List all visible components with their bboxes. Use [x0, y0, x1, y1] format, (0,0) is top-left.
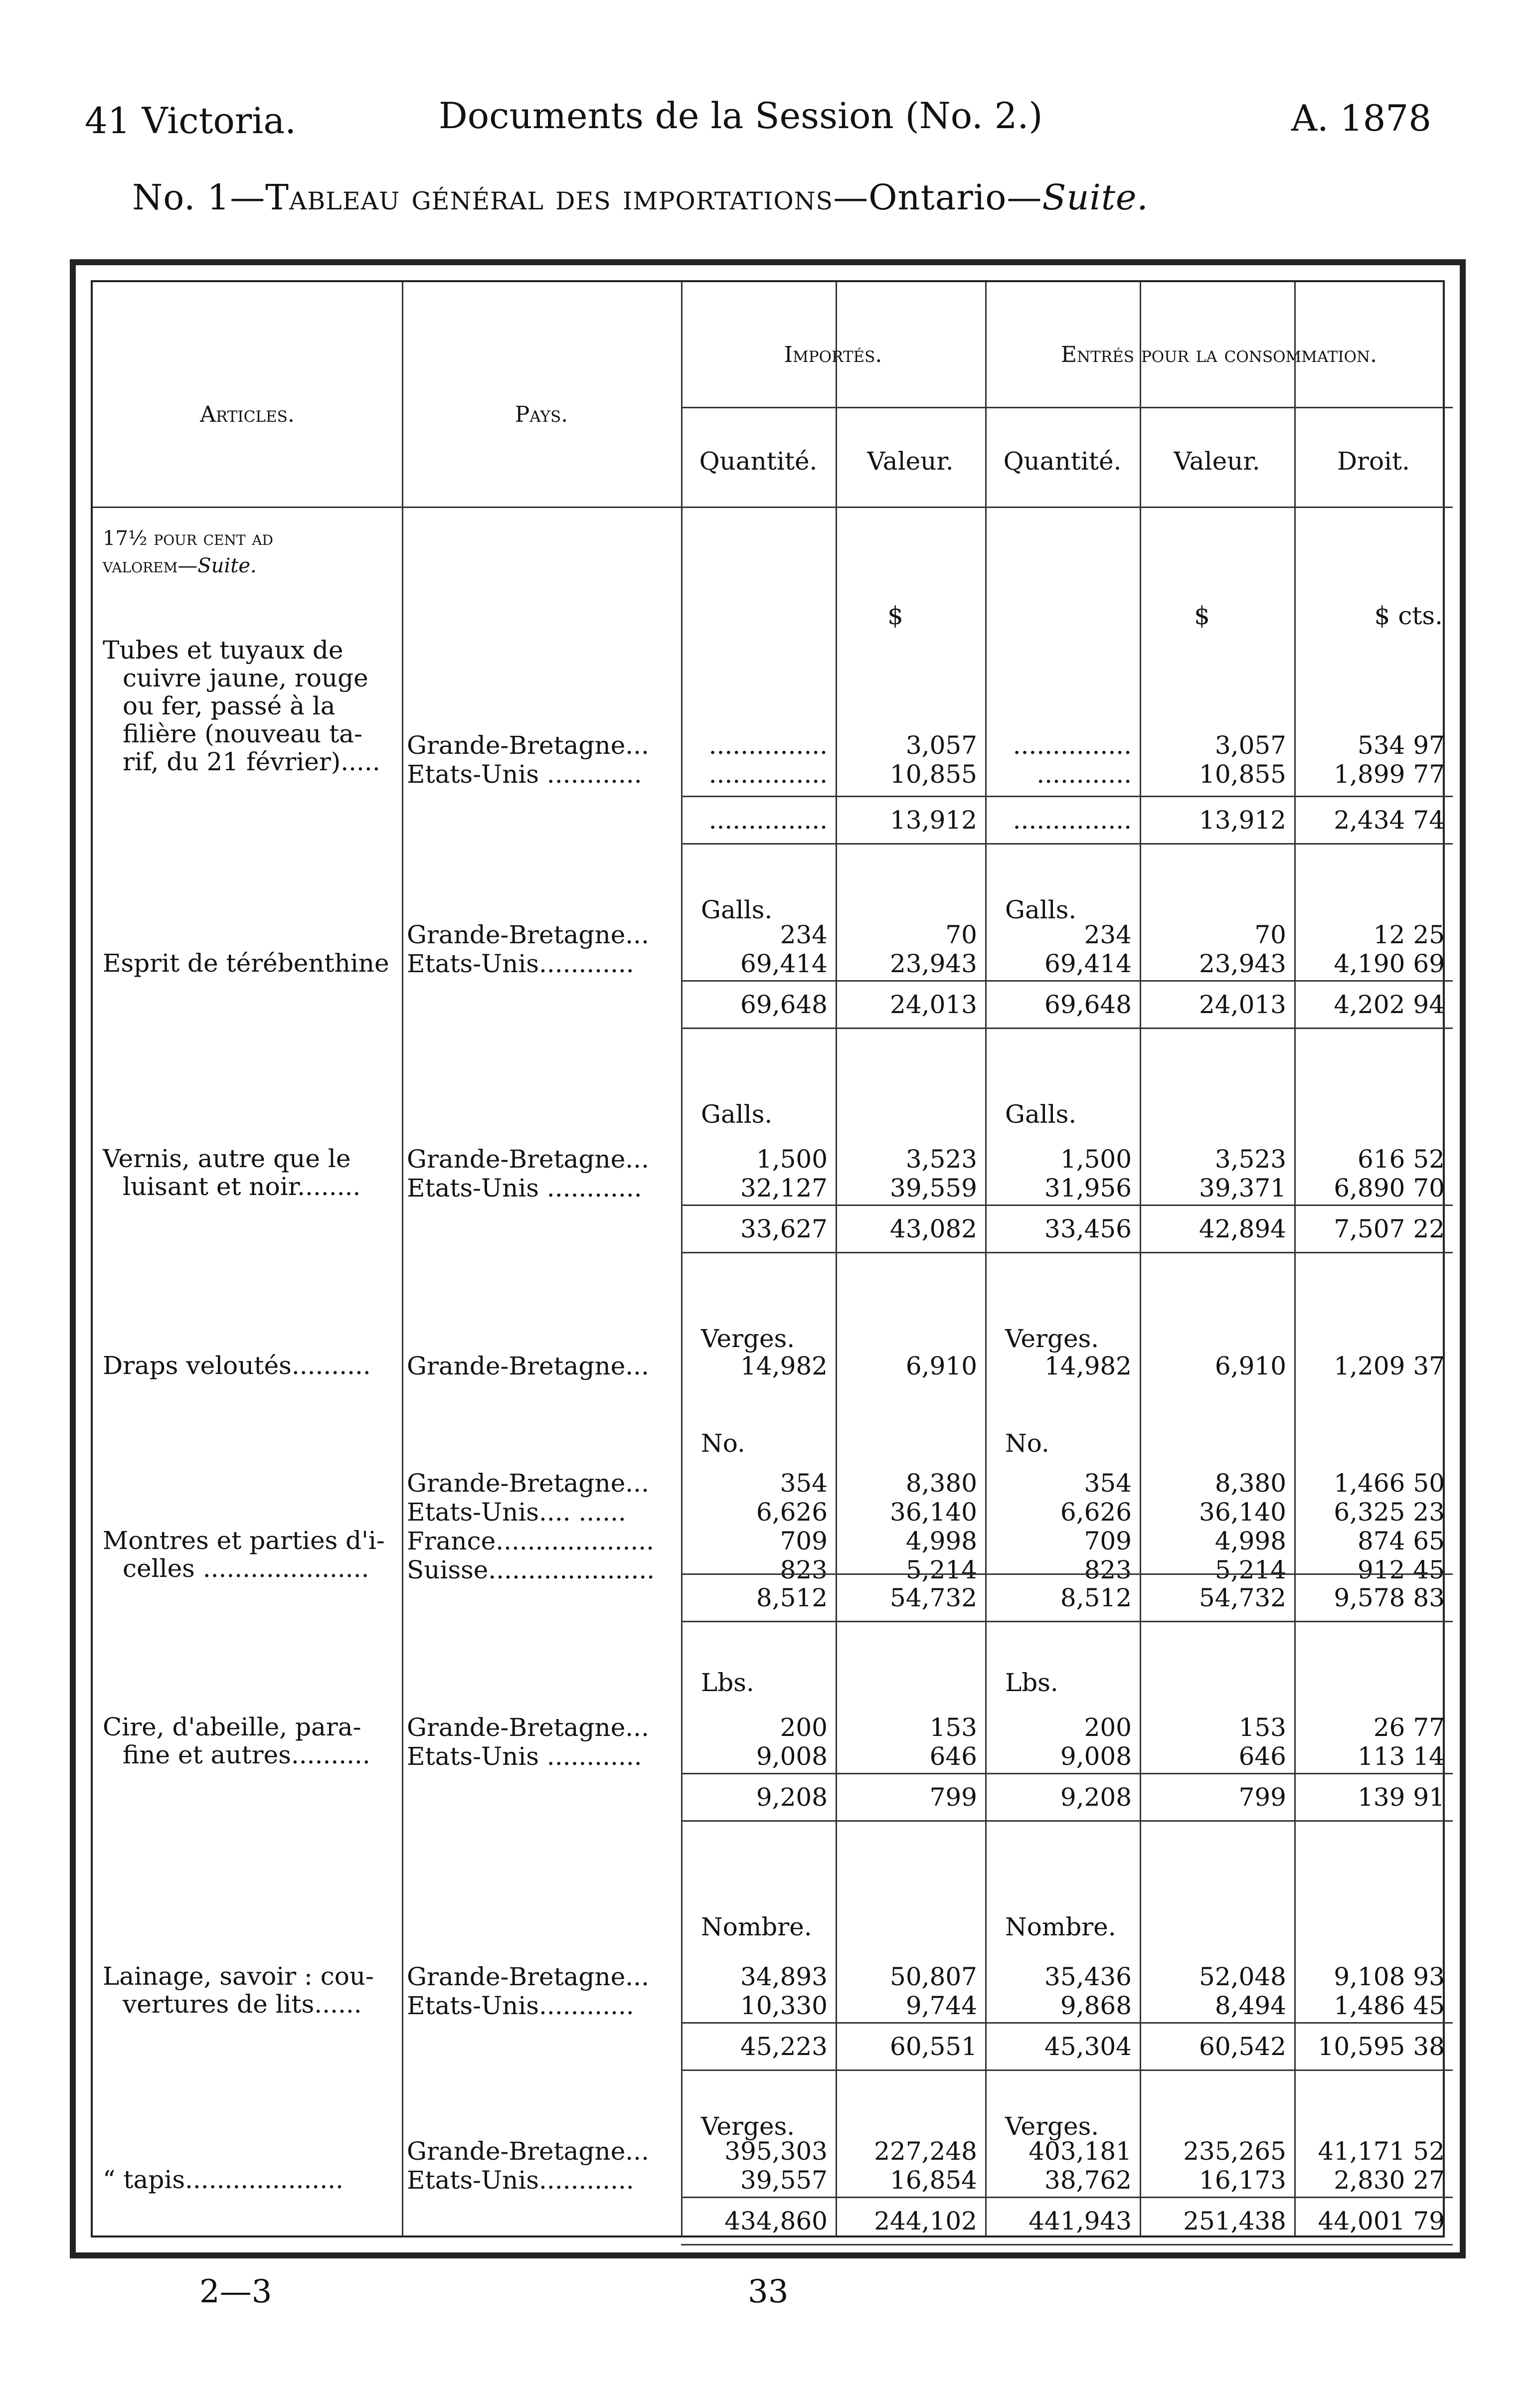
cell-v1: 23,943: [890, 949, 977, 978]
cell-q2: 234: [1084, 920, 1132, 949]
col-entres: Entrés pour la consommation.: [1060, 342, 1377, 367]
unit-ent: Lbs.: [1005, 1668, 1058, 1697]
total-d: 139 91: [1358, 1783, 1445, 1812]
cell-d: 1,466 50: [1334, 1469, 1445, 1498]
total-bottom-line: [681, 1252, 1453, 1253]
cell-v1: 3,523: [905, 1145, 977, 1174]
unit-imp: Verges.: [701, 1324, 795, 1353]
cell-q2: 69,414: [1044, 949, 1132, 978]
article-line: Lainage, savoir : cou-: [103, 1962, 374, 1991]
table-frame: [70, 259, 1466, 2258]
cell-v1: 36,140: [890, 1498, 977, 1527]
section-rate2-suffix: Suite.: [197, 554, 257, 577]
header-center: Documents de la Session (No. 2.): [439, 95, 1043, 137]
total-v1: 43,082: [890, 1214, 977, 1243]
country-name: Grande-Bretagne...: [407, 920, 649, 949]
cell-v2: 23,943: [1199, 949, 1286, 978]
total-line: [681, 1573, 1453, 1575]
total-q1: 45,223: [740, 2032, 828, 2061]
column-divider: [985, 282, 987, 2235]
column-divider: [1294, 282, 1296, 2235]
total-q2: ...............: [1013, 806, 1132, 835]
cell-q1: 69,414: [740, 949, 828, 978]
title-main: Tableau général des importations: [265, 177, 834, 218]
cell-q1: 10,330: [740, 1991, 828, 2020]
total-v1: 244,102: [874, 2207, 977, 2235]
total-v1: 799: [929, 1783, 977, 1812]
cell-q1: 32,127: [740, 1174, 828, 1202]
title-suffix: Suite.: [1042, 177, 1149, 218]
cell-q2: 38,762: [1044, 2166, 1132, 2195]
cell-v1: 70: [945, 920, 977, 949]
cell-q2: 9,008: [1060, 1742, 1132, 1771]
country-name: Etats-Unis ............: [407, 1174, 642, 1202]
cell-d: 616 52: [1358, 1145, 1445, 1174]
col-importes: Importés.: [784, 342, 882, 367]
article-line: “ tapis....................: [103, 2165, 343, 2194]
cell-v2: 5,214: [1214, 1555, 1286, 1584]
total-line: [681, 980, 1453, 982]
cell-q1: 39,557: [740, 2166, 828, 2195]
cell-d: 6,890 70: [1334, 1174, 1445, 1202]
col-quantite: Quantité.: [699, 447, 818, 476]
country-name: Etats-Unis.... ......: [407, 1498, 626, 1527]
cell-d: 534 97: [1358, 731, 1445, 760]
unit-imp: Galls.: [701, 1100, 773, 1129]
cell-v2: 70: [1254, 920, 1286, 949]
total-v2: 799: [1238, 1783, 1286, 1812]
column-divider: [1140, 282, 1141, 2235]
country-name: Grande-Bretagne...: [407, 1962, 649, 1991]
total-q1: 33,627: [740, 1214, 828, 1243]
article-line: Draps veloutés..........: [103, 1351, 371, 1380]
country-name: Etats-Unis............: [407, 2166, 634, 2195]
total-q2: 9,208: [1060, 1783, 1132, 1812]
total-d: 9,578 83: [1334, 1583, 1445, 1612]
cell-q1: 200: [780, 1713, 828, 1742]
cell-v1: 227,248: [874, 2137, 977, 2166]
article-line: vertures de lits......: [123, 1990, 362, 2019]
total-v1: 13,912: [890, 806, 977, 835]
dollar-imp: $: [887, 601, 903, 630]
unit-imp: Verges.: [701, 2112, 795, 2141]
article-line: Esprit de térébenthine: [103, 949, 389, 978]
country-name: Etats-Unis ............: [407, 1742, 642, 1771]
section-rate2: [103, 554, 257, 578]
article-line: Vernis, autre que le: [103, 1144, 351, 1173]
article-line: Montres et parties d'i-: [103, 1526, 385, 1555]
cell-v2: 39,371: [1199, 1174, 1286, 1202]
header-right: A. 1878: [1291, 97, 1432, 139]
unit-ent: No.: [1005, 1429, 1049, 1458]
total-v1: 60,551: [890, 2032, 977, 2061]
cell-v2: 3,523: [1214, 1145, 1286, 1174]
unit-ent: Galls.: [1005, 1100, 1077, 1129]
unit-imp: Nombre.: [701, 1912, 812, 1941]
cell-q1: 1,500: [756, 1145, 828, 1174]
country-name: Etats-Unis............: [407, 949, 634, 978]
section-rate2-prefix: valorem—: [103, 554, 198, 577]
cell-q2: 354: [1084, 1469, 1132, 1498]
cell-v2: 646: [1238, 1742, 1286, 1771]
cell-v2: 8,494: [1214, 1991, 1286, 2020]
country-name: Suisse.....................: [407, 1555, 655, 1584]
table-title: [132, 177, 1149, 218]
country-name: Grande-Bretagne...: [407, 1469, 649, 1498]
cell-d: 113 14: [1358, 1742, 1445, 1771]
section-rate: 17½ pour cent ad: [103, 527, 273, 550]
col-pays: Pays.: [514, 402, 568, 427]
total-line: [681, 1773, 1453, 1774]
header-left: 41 Victoria.: [85, 100, 297, 142]
dollar-droit: $ cts.: [1374, 601, 1443, 630]
total-line: [681, 2197, 1453, 2198]
total-bottom-line: [681, 1621, 1453, 1622]
cell-d: 4,190 69: [1334, 949, 1445, 978]
unit-imp: Lbs.: [701, 1668, 754, 1697]
cell-v1: 9,744: [905, 1991, 977, 2020]
total-bottom-line: [681, 2069, 1453, 2071]
country-name: Grande-Bretagne...: [407, 2137, 649, 2166]
cell-v2: 8,380: [1214, 1469, 1286, 1498]
cell-v1: 646: [929, 1742, 977, 1771]
total-v2: 60,542: [1199, 2032, 1286, 2061]
cell-v2: 4,998: [1214, 1527, 1286, 1555]
total-v2: 24,013: [1199, 990, 1286, 1019]
total-d: 7,507 22: [1334, 1214, 1445, 1243]
unit-imp: Galls.: [701, 895, 773, 924]
column-divider: [402, 282, 403, 2235]
country-name: Etats-Unis ............: [407, 760, 642, 789]
unit-ent: Verges.: [1005, 2112, 1099, 2141]
total-q1: 8,512: [756, 1583, 828, 1612]
cell-v2: 3,057: [1214, 731, 1286, 760]
total-line: [681, 2022, 1453, 2024]
article-line: celles .....................: [123, 1554, 369, 1583]
column-divider: [836, 282, 837, 2235]
total-bottom-line: [681, 1820, 1453, 1822]
total-bottom-line: [681, 2244, 1453, 2245]
cell-q1: 34,893: [740, 1962, 828, 1991]
cell-d: 1,486 45: [1334, 1991, 1445, 2020]
article-line: cuivre jaune, rouge: [123, 664, 368, 692]
cell-d: 1,209 37: [1334, 1352, 1445, 1380]
country-name: Etats-Unis............: [407, 1991, 634, 2020]
country-name: Grande-Bretagne...: [407, 731, 649, 760]
col-valeur2: Valeur.: [1174, 447, 1260, 476]
cell-v2: 6,910: [1214, 1352, 1286, 1380]
cell-q2: 403,181: [1028, 2137, 1132, 2166]
cell-v1: 3,057: [905, 731, 977, 760]
cell-d: 12 25: [1373, 920, 1445, 949]
col-droit: Droit.: [1337, 447, 1410, 476]
total-q1: 434,860: [724, 2207, 828, 2235]
total-d: 2,434 74: [1334, 806, 1445, 835]
article-line: luisant et noir........: [123, 1172, 361, 1201]
total-bottom-line: [681, 1028, 1453, 1029]
cell-d: 26 77: [1373, 1713, 1445, 1742]
total-q2: 33,456: [1044, 1214, 1132, 1243]
total-v2: 54,732: [1199, 1583, 1286, 1612]
total-v2: 13,912: [1199, 806, 1286, 835]
footer-left: 2—3: [199, 2273, 272, 2310]
cell-q1: 823: [780, 1555, 828, 1584]
cell-v2: 52,048: [1199, 1962, 1286, 1991]
header-split-line: [681, 407, 1453, 408]
cell-q2: 6,626: [1060, 1498, 1132, 1527]
title-prefix: No. 1—: [132, 177, 266, 218]
cell-v2: 10,855: [1199, 760, 1286, 789]
cell-q1: 395,303: [724, 2137, 828, 2166]
cell-q2: 823: [1084, 1555, 1132, 1584]
total-q2: 69,648: [1044, 990, 1132, 1019]
cell-d: 41,171 52: [1318, 2137, 1445, 2166]
country-name: France....................: [407, 1527, 655, 1555]
title-region: —Ontario—: [833, 177, 1042, 218]
country-name: Grande-Bretagne...: [407, 1352, 649, 1380]
cell-v1: 6,910: [905, 1352, 977, 1380]
total-d: 4,202 94: [1334, 990, 1445, 1019]
cell-v2: 36,140: [1199, 1498, 1286, 1527]
col-articles: Articles.: [200, 402, 295, 427]
cell-q1: 709: [780, 1527, 828, 1555]
cell-q1: ...............: [708, 731, 828, 760]
unit-ent: Verges.: [1005, 1324, 1099, 1353]
country-name: Grande-Bretagne...: [407, 1145, 649, 1174]
cell-q1: 9,008: [756, 1742, 828, 1771]
cell-v2: 153: [1238, 1713, 1286, 1742]
cell-q2: 35,436: [1044, 1962, 1132, 1991]
cell-v2: 16,173: [1199, 2166, 1286, 2195]
total-q1: 9,208: [756, 1783, 828, 1812]
total-d: 44,001 79: [1318, 2207, 1445, 2235]
header-bottom-line: [93, 507, 1453, 508]
column-divider: [681, 282, 683, 2235]
col-quantite2: Quantité.: [1003, 447, 1122, 476]
cell-q2: ............: [1036, 760, 1132, 789]
cell-q2: 9,868: [1060, 1991, 1132, 2020]
table-inner: [91, 280, 1445, 2237]
total-v1: 24,013: [890, 990, 977, 1019]
cell-d: 1,899 77: [1334, 760, 1445, 789]
total-line: [681, 796, 1453, 797]
total-q2: 441,943: [1028, 2207, 1132, 2235]
dollar-ent: $: [1194, 601, 1210, 630]
unit-ent: Galls.: [1005, 895, 1077, 924]
cell-q1: 6,626: [756, 1498, 828, 1527]
cell-v2: 235,265: [1183, 2137, 1286, 2166]
total-q1: 69,648: [740, 990, 828, 1019]
cell-d: 9,108 93: [1334, 1962, 1445, 1991]
cell-d: 874 65: [1358, 1527, 1445, 1555]
unit-imp: No.: [701, 1429, 745, 1458]
article-line: filière (nouveau ta-: [123, 719, 362, 748]
cell-v1: 50,807: [890, 1962, 977, 1991]
total-bottom-line: [681, 843, 1453, 845]
cell-v1: 39,559: [890, 1174, 977, 1202]
cell-v1: 5,214: [905, 1555, 977, 1584]
cell-q1: 234: [780, 920, 828, 949]
article-line: Cire, d'abeille, para-: [103, 1713, 361, 1741]
cell-q2: 200: [1084, 1713, 1132, 1742]
total-v2: 42,894: [1199, 1214, 1286, 1243]
cell-v1: 16,854: [890, 2166, 977, 2195]
cell-q2: 1,500: [1060, 1145, 1132, 1174]
cell-d: 2,830 27: [1334, 2166, 1445, 2195]
cell-q1: 354: [780, 1469, 828, 1498]
col-valeur: Valeur.: [867, 447, 954, 476]
cell-d: 6,325 23: [1334, 1498, 1445, 1527]
total-q1: ...............: [708, 806, 828, 835]
article-line: Tubes et tuyaux de: [103, 636, 343, 665]
cell-q2: ...............: [1013, 731, 1132, 760]
article-line: ou fer, passé à la: [123, 691, 336, 720]
total-v1: 54,732: [890, 1583, 977, 1612]
cell-v1: 4,998: [905, 1527, 977, 1555]
article-line: rif, du 21 février).....: [123, 747, 380, 776]
cell-v1: 10,855: [890, 760, 977, 789]
total-q2: 45,304: [1044, 2032, 1132, 2061]
total-line: [681, 1204, 1453, 1206]
cell-q2: 709: [1084, 1527, 1132, 1555]
cell-v1: 8,380: [905, 1469, 977, 1498]
cell-q2: 31,956: [1044, 1174, 1132, 1202]
total-q2: 8,512: [1060, 1583, 1132, 1612]
cell-q2: 14,982: [1044, 1352, 1132, 1380]
unit-ent: Nombre.: [1005, 1912, 1116, 1941]
cell-q1: ...............: [708, 760, 828, 789]
cell-v1: 153: [929, 1713, 977, 1742]
page-number: 33: [748, 2273, 789, 2310]
article-line: fine et autres..........: [123, 1740, 370, 1769]
cell-q1: 14,982: [740, 1352, 828, 1380]
cell-d: 912 45: [1358, 1555, 1445, 1584]
total-v2: 251,438: [1183, 2207, 1286, 2235]
total-d: 10,595 38: [1318, 2032, 1445, 2061]
country-name: Grande-Bretagne...: [407, 1713, 649, 1742]
